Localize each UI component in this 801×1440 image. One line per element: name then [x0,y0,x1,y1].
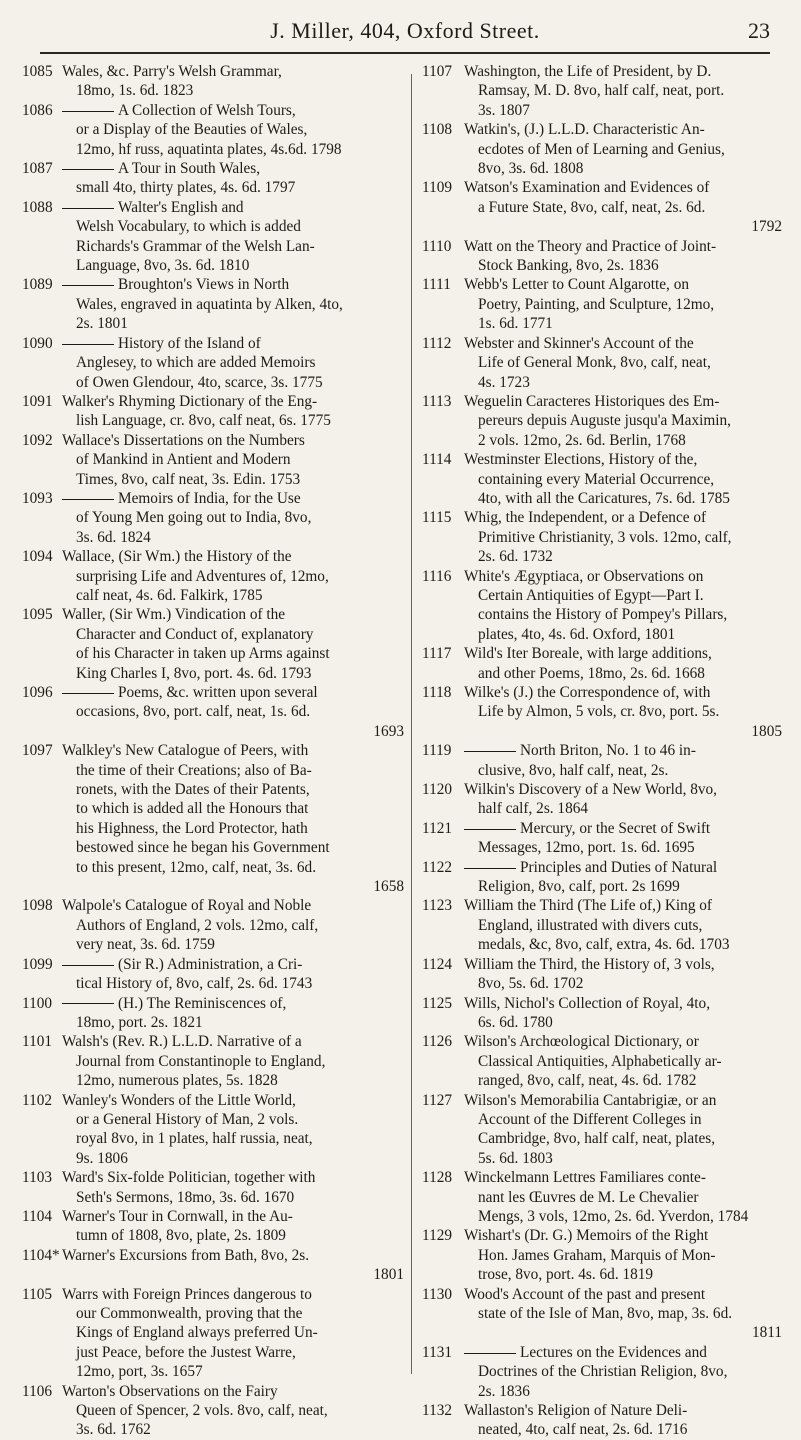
catalogue-entry [422,858,782,897]
entry-line: contains the History of Pompey's Pillars, [478,606,728,624]
catalogue-entry [422,1168,782,1226]
entry-line: of Young Men going out to India, 8vo, [76,509,312,527]
entry-line: ecdotes of Men of Learning and Genius, [478,140,725,158]
entry-line: Poetry, Painting, and Sculpture, 12mo, [478,295,715,313]
entry-line: small 4to, thirty plates, 4s. 6d. 1797 [76,179,296,197]
catalogue-entry [422,62,782,120]
entry-line: Times, 8vo, calf neat, 3s. Edin. 1753 [76,470,301,488]
entry-line: royal 8vo, in 1 plates, half russia, neat, [76,1130,313,1148]
entry-line: White's Ægyptiaca, or Observations on [464,567,704,585]
ditto-dash [464,1353,516,1354]
entry-line: 18mo, port. 2s. 1821 [76,1013,203,1031]
catalogue-entry [22,1285,404,1382]
entry-line: Weguelin Caracteres Historiques des Em- [464,392,720,410]
entry-line [464,819,782,838]
entry-line: Wales, &c. Parry's Welsh Grammar, [62,63,282,80]
entry-line: Religion, 8vo, calf, port. 2s 1699 [478,878,680,896]
entry-line: Primitive Christianity, 3 vols. 12mo, calf, [478,528,732,546]
entry-number: 1105 [22,1285,53,1303]
entry-line: 2s. 6d. 1732 [478,548,553,566]
catalogue-entry [422,683,782,741]
entry-line: 1693 [373,722,404,740]
catalogue-entry [22,896,404,954]
entry-line [464,741,782,760]
entry-line: Richards's Grammar of the Welsh Lan- [76,237,315,255]
entry-line [62,334,404,353]
entry-line: 2 vols. 12mo, 2s. 6d. Berlin, 1768 [478,431,686,449]
catalogue-entry [422,237,782,276]
entry-line: Warner's Excursions from Bath, 8vo, 2s. [62,1246,310,1264]
entry-number: 1124 [422,955,453,973]
entry-line: Wanley's Wonders of the Little World, [62,1091,296,1109]
page-header [40,16,770,46]
entry-line [62,683,404,702]
entry-line: Watkin's, (J.) L.L.D. Characteristic An- [464,121,705,139]
entry-line: of Mankind in Antient and Modern [76,451,291,469]
ditto-dash [62,111,114,112]
entry-number: 1117 [422,645,452,663]
entry-line: 1s. 6d. 1771 [478,315,553,333]
catalogue-entry [22,1246,404,1285]
header-rule [40,52,770,54]
catalogue-entry [422,1401,782,1440]
entry-number: 1103 [22,1169,53,1187]
entry-number: 1120 [422,781,453,799]
entry-line: Wallaston's Religion of Nature Deli- [464,1402,688,1420]
entry-line: Language, 8vo, 3s. 6d. 1810 [76,257,250,275]
catalogue-entry [422,994,782,1033]
entry-line: Life by Almon, 5 vols, cr. 8vo, port. 5s. [478,703,720,721]
catalogue-entry [422,955,782,994]
entry-number: 1128 [422,1169,453,1187]
entry-number: 1094 [22,548,53,566]
catalogue-entry [422,392,782,450]
catalogue-entry [22,547,404,605]
entry-line [464,1343,782,1362]
entry-line: England, illustrated with divers cuts, [478,916,703,934]
entry-number: 1099 [22,955,53,973]
entry-line: lish Language, cr. 8vo, calf neat, 6s. 1775 [76,412,331,430]
entry-number: 1088 [22,198,53,216]
left-column [22,62,404,1440]
entry-line: Warner's Tour in Cornwall, in the Au- [62,1207,293,1225]
entry-number: 1127 [422,1091,453,1109]
entry-line: King Charles I, 8vo, port. 4s. 6d. 1793 [76,664,312,682]
entry-number: 1097 [22,742,53,760]
catalogue-entry [422,1226,782,1284]
entry-line: 5s. 6d. 1803 [478,1149,553,1167]
entry-line: 12mo, numerous plates, 5s. 1828 [76,1072,278,1090]
catalogue-entry [22,159,404,198]
entry-line-text: Lectures on the Evidences and [520,1343,707,1361]
entry-number: 1125 [422,994,453,1012]
entry-line: Ward's Six-folde Politician, together with [62,1169,316,1187]
ditto-dash [62,499,114,500]
entry-line: pereurs depuis Auguste jusqu'a Maximin, [478,412,731,430]
catalogue-entry [22,101,404,159]
entry-number: 1085 [22,63,53,80]
entry-line: occasions, 8vo, port. calf, neat, 1s. 6d. [76,703,311,721]
entry-line: to which is added all the Honours that [76,800,309,818]
catalogue-entry [22,392,404,431]
entry-line: 1792 [751,218,782,236]
entry-line: ronets, with the Dates of their Patents, [76,781,310,799]
entry-line: state of the Isle of Man, 8vo, map, 3s. 6d. [478,1305,733,1322]
ditto-dash [62,1003,114,1004]
entry-line-text: Mercury, or the Secret of Swift [520,819,711,837]
entry-line: Winckelmann Lettres Familiares conte- [464,1169,706,1187]
entry-line-text: North Briton, No. 1 to 46 in- [520,742,696,760]
catalogue-entry [422,275,782,333]
catalogue-entry [22,1032,404,1090]
entry-line: medals, &c, 8vo, calf, extra, 4s. 6d. 1703 [478,936,730,954]
catalogue-entry [22,994,404,1033]
entry-line: Seth's Sermons, 18mo, 3s. 6d. 1670 [76,1188,295,1206]
entry-number: 1091 [22,392,53,410]
catalogue-entry [22,62,404,101]
ditto-dash [464,868,516,869]
catalogue-entry [22,683,404,741]
entry-line: Westminster Elections, History of the, [464,451,698,469]
entry-line: Watson's Examination and Evidences of [464,179,710,197]
entry-line: Mengs, 3 vols, 12mo, 2s. 6d. Yverdon, 1784 [478,1207,749,1225]
entry-line-text: Principles and Duties of Natural [520,858,718,876]
entry-number: 1116 [422,567,452,585]
column-divider [411,74,412,1374]
catalogue-entry [22,1091,404,1169]
entry-line: 4to, with all the Caricatures, 7s. 6d. 1785 [478,489,730,507]
entry-number: 1108 [422,121,453,139]
entry-line: calf neat, 4s. 6d. Falkirk, 1785 [76,586,263,604]
entry-line-text: (Sir R.) Administration, a Cri- [118,955,303,973]
entry-line-text: History of the Island of [118,334,261,352]
entry-number: 1114 [422,451,452,469]
ditto-dash [464,829,516,830]
catalogue-entry [422,120,782,178]
entry-line: Walpole's Catalogue of Royal and Noble [62,897,312,915]
entry-line: 1801 [373,1266,404,1284]
entry-line: Webb's Letter to Count Algarotte, on [464,276,689,294]
entry-line: containing every Material Occurrence, [478,470,715,488]
entry-line: Walker's Rhyming Dictionary of the Eng- [62,392,318,410]
entry-number: 1092 [22,431,53,449]
entry-line: Classical Antiquities, Alphabetically ar- [478,1052,722,1070]
entry-number: 1131 [422,1343,453,1361]
catalogue-entry [422,567,782,645]
entry-line: plates, 4to, 4s. 6d. Oxford, 1801 [478,625,676,643]
catalogue-entry [422,334,782,392]
entry-line: Hon. James Graham, Marquis of Mon- [478,1246,716,1264]
entry-number: 1096 [22,684,53,701]
entry-line: of Owen Glendour, 4to, scarce, 3s. 1775 [76,373,323,391]
entry-line: surprising Life and Adventures of, 12mo, [76,567,329,585]
entry-line-text: Walter's English and [118,198,244,216]
entry-number: 1109 [422,179,453,197]
entry-number: 1121 [422,819,453,837]
catalogue-entry [422,1091,782,1169]
entry-line: Anglesey, to which are added Memoirs [76,354,316,372]
entry-line: Wood's Account of the past and present [464,1285,706,1303]
entry-line: trose, 8vo, port. 4s. 6d. 1819 [478,1266,654,1284]
entry-line: Warton's Observations on the Fairy [62,1382,278,1400]
ditto-dash [62,169,114,170]
entry-line: to this present, 12mo, calf, neat, 3s. 6d. [76,858,317,876]
entry-line: 3s. 6d. 1824 [76,528,151,546]
entry-line: Whig, the Independent, or a Defence of [464,509,707,527]
catalogue-entry [22,489,404,547]
entry-line-text: Memoirs of India, for the Use [118,489,301,507]
entry-number: 1102 [22,1091,53,1109]
entry-line: clusive, 8vo, half calf, neat, 2s. [478,761,669,779]
entry-number: 1110 [422,237,452,255]
catalogue-entry [422,741,782,780]
entry-line: Authors of England, 2 vols. 12mo, calf, [76,916,319,934]
entry-line: Walkley's New Catalogue of Peers, with [62,742,309,760]
entry-line: 1805 [751,722,782,740]
catalogue-entry [22,1168,404,1207]
entry-line-text: A Tour in South Wales, [118,160,261,178]
entry-line [62,198,404,217]
ditto-dash [62,344,114,345]
entry-line: and other Poems, 18mo, 2s. 6d. 1668 [478,664,705,682]
entry-line: 12mo, port, 3s. 1657 [76,1363,203,1381]
entry-line [62,955,404,974]
entry-line: Wallace, (Sir Wm.) the History of the [62,548,292,566]
entry-number: 1123 [422,897,453,915]
entry-line: Messages, 12mo, port. 1s. 6d. 1695 [478,839,695,857]
entry-line [464,858,782,877]
running-title: J. Miller, 404, Oxford Street. [270,18,540,43]
entry-number: 1112 [422,334,452,352]
ditto-dash [464,751,516,752]
entry-line: 1811 [751,1324,782,1342]
entry-line: Account of the Different Colleges in [478,1110,702,1128]
ditto-dash [62,208,114,209]
ditto-dash [62,965,114,966]
entry-line: Wilson's Memorabilia Cantabrigiæ, or an [464,1091,717,1109]
entry-line: 12mo, hf russ, aquatinta plates, 4s.6d. 1798 [76,140,342,158]
entry-line: Stock Banking, 8vo, 2s. 1836 [478,257,659,275]
entry-line: Webster and Skinner's Account of the [464,334,694,352]
entry-line: 3s. 6d. 1762 [76,1421,151,1439]
entry-number: 1111 [422,276,451,294]
entry-line-text: Broughton's Views in North [118,276,290,294]
entry-number: 1093 [22,489,53,507]
entry-line-text: A Collection of Welsh Tours, [118,101,296,119]
entry-line: Wishart's (Dr. G.) Memoirs of the Right [464,1227,709,1245]
entry-line: neated, 4to, calf neat, 2s. 6d. 1716 [478,1421,688,1439]
entry-line: Doctrines of the Christian Religion, 8vo, [478,1363,728,1381]
entry-line: Walsh's (Rev. R.) L.L.D. Narrative of a [62,1033,302,1051]
entry-line: 1658 [373,878,404,896]
catalogue-entry [22,198,404,276]
entry-line: Wilson's Archœological Dictionary, or [464,1033,699,1051]
entry-line: 9s. 1806 [76,1149,128,1167]
entry-line: tical History of, 8vo, calf, 2s. 6d. 1743 [76,975,313,993]
catalogue-entry [22,1207,404,1246]
entry-number: 1118 [422,684,452,701]
catalogue-entry [422,1032,782,1090]
entry-number: 1113 [422,392,452,410]
entry-line: just Peace, before the Justest Warre, [76,1343,296,1361]
entry-line: 4s. 1723 [478,373,530,391]
catalogue-entry [422,178,782,236]
entry-number: 1104* [22,1246,60,1264]
catalogue-entry [22,741,404,896]
entry-line [62,275,404,294]
catalogue-entry [422,896,782,954]
entry-line [62,101,404,120]
entry-line: 6s. 6d. 1780 [478,1013,553,1031]
entry-line: nant les Œuvres de M. Le Chevalier [478,1188,699,1206]
entry-line: the time of their Creations; also of Ba- [76,761,312,779]
entry-number: 1100 [22,994,53,1012]
entry-line: 3s. 1807 [478,101,530,119]
entry-line [62,489,404,508]
entry-line: Character and Conduct of, explanatory [76,625,314,643]
entry-number: 1104 [22,1207,53,1225]
catalogue-entry [422,508,782,566]
entry-line: Certain Antiquities of Egypt—Part I. [478,586,704,604]
catalogue-entry [422,780,782,819]
entry-line: his Highness, the Lord Protector, hath [76,819,308,837]
entry-number: 1106 [22,1382,53,1400]
catalogue-entry [22,334,404,392]
catalogue-entry [422,1343,782,1401]
entry-number: 1098 [22,897,53,915]
entry-line: tumn of 1808, 8vo, plate, 2s. 1809 [76,1227,286,1245]
entry-line: Wilkin's Discovery of a New World, 8vo, [464,781,717,799]
entry-line: Ramsay, M. D. 8vo, half calf, neat, port. [478,82,725,100]
right-column [422,62,782,1440]
entry-number: 1126 [422,1033,453,1051]
catalogue-entry [22,275,404,333]
catalogue-entry [422,450,782,508]
entry-number: 1086 [22,101,53,119]
entry-line: very neat, 3s. 6d. 1759 [76,936,215,954]
entry-number: 1107 [422,63,453,80]
page-number: 23 [748,18,770,43]
entry-number: 1087 [22,160,53,178]
entry-number: 1115 [422,509,452,527]
entry-number: 1095 [22,606,53,624]
entry-line-text: Poems, &c. written upon several [118,684,318,701]
entry-line: our Commonwealth, proving that the [76,1305,303,1322]
entry-line: Warrs with Foreign Princes dangerous to [62,1285,312,1303]
entry-line: or a General History of Man, 2 vols. [76,1110,299,1128]
entry-line: Watt on the Theory and Practice of Joint- [464,237,717,255]
catalogue-entry [422,819,782,858]
entry-line: of his Character in taken up Arms against [76,645,330,663]
ditto-dash [62,693,114,694]
entry-line: Queen of Spencer, 2 vols. 8vo, calf, neat, [76,1402,328,1420]
entry-line: Life of General Monk, 8vo, calf, neat, [478,354,711,372]
entry-number: 1129 [422,1227,453,1245]
entry-number: 1130 [422,1285,453,1303]
entry-line: Waller, (Sir Wm.) Vindication of the [62,606,286,624]
catalogue-entry [22,1382,404,1440]
entry-line: Wild's Iter Boreale, with large additions, [464,645,712,663]
catalogue-entry [422,644,782,683]
entry-number: 1089 [22,276,53,294]
entry-line: Cambridge, 8vo, half calf, neat, plates, [478,1130,716,1148]
catalogue-entry [22,605,404,683]
entry-line: half calf, 2s. 1864 [478,800,589,818]
catalogue-entry [422,1285,782,1343]
entry-number: 1122 [422,858,453,876]
entry-line: Journal from Constantinople to England, [76,1052,326,1070]
entry-line: Wales, engraved in aquatinta by Alken, 4to, [76,295,343,313]
entry-line [62,994,404,1013]
entry-line: Wilke's (J.) the Correspondence of, with [464,684,711,701]
entry-line: Wills, Nichol's Collection of Royal, 4to, [464,994,711,1012]
entry-line: a Future State, 8vo, calf, neat, 2s. 6d. [478,198,706,216]
entry-line: Welsh Vocabulary, to which is added [76,218,301,236]
entry-number: 1101 [22,1033,53,1051]
entry-number: 1132 [422,1402,453,1420]
entry-line [62,159,404,178]
entry-line: 2s. 1801 [76,315,128,333]
entry-line: 8vo, 3s. 6d. 1808 [478,160,584,178]
ditto-dash [62,285,114,286]
entry-line: 8vo, 5s. 6d. 1702 [478,975,584,993]
entry-line: bestowed since he began his Government [76,839,330,857]
entry-line: Washington, the Life of President, by D. [464,63,712,80]
entry-line: William the Third (The Life of,) King of [464,897,713,915]
entry-line: 18mo, 1s. 6d. 1823 [76,82,194,100]
entry-line: Kings of England always preferred Un- [76,1324,318,1342]
entry-line-text: (H.) The Reminiscences of, [118,994,287,1012]
entry-line: or a Display of the Beauties of Wales, [76,121,308,139]
catalogue-entry [22,431,404,489]
entry-number: 1090 [22,334,53,352]
entry-line: William the Third, the History of, 3 vols, [464,955,715,973]
entry-line: Wallace's Dissertations on the Numbers [62,431,305,449]
entry-number: 1119 [422,742,452,760]
entry-line: 2s. 1836 [478,1382,530,1400]
catalogue-entry [22,955,404,994]
entry-line: ranged, 8vo, calf, neat, 4s. 6d. 1782 [478,1072,697,1090]
